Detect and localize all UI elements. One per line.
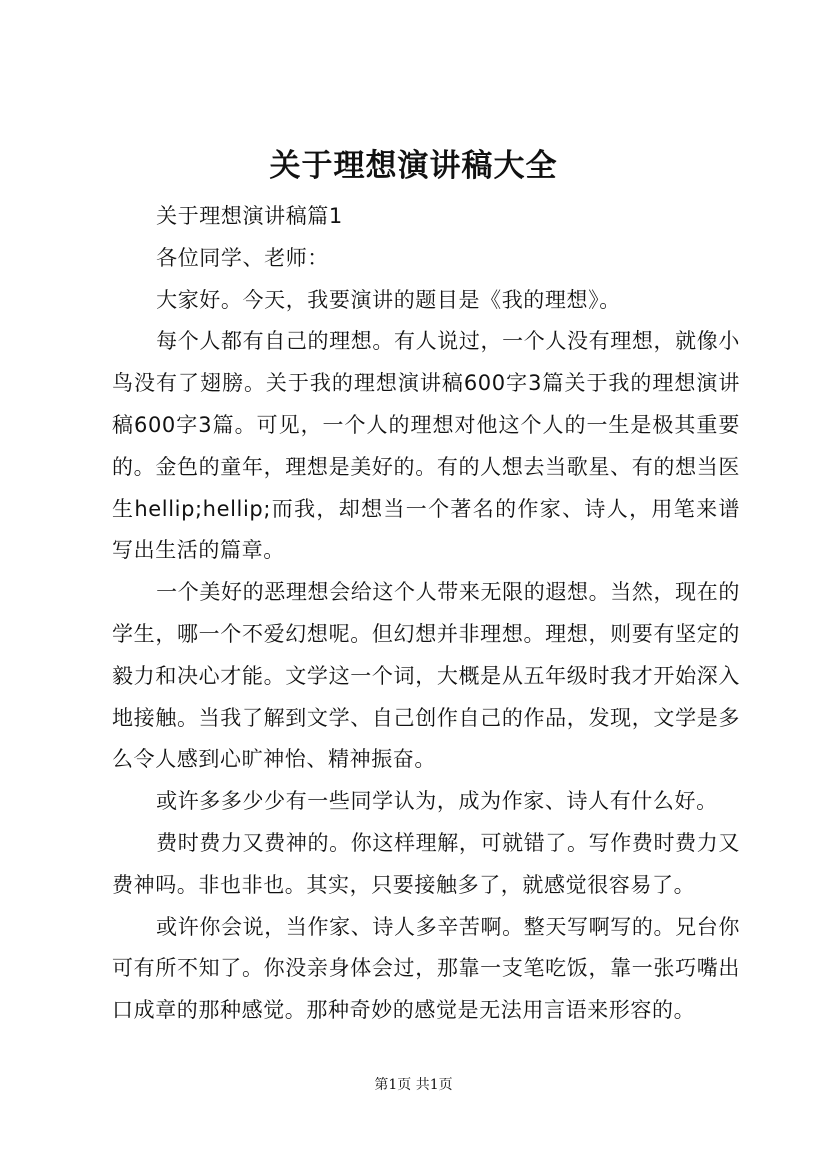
document-title: 关于理想演讲稿大全: [269, 148, 558, 184]
paragraph-intro: 大家好。今天，我要演讲的题目是《我的理想》。: [156, 287, 621, 312]
paragraph: 或许你会说，当作家、诗人多辛苦啊。整天写啊写的。兄台你可有所不知了。你没亲身体会过，那靠一支笔吃饭，靠一张巧嘴出口成章的那种感觉。那种奇妙的感觉是无法用言语来形容的。: [112, 914, 740, 1023]
paragraph: 费时费力又费神的。你这样理解，可就错了。写作费时费力又费神吗。非也非也。其实，只要接触多了，就感觉很容易了。: [112, 830, 740, 897]
paragraph: 每个人都有自己的理想。有人说过，一个人没有理想，就像小鸟没有了翅膀。关于我的理想演讲稿600字3篇关于我的理想演讲稿600字3篇。可见，一个人的理想对他这个人的一生是极其重要的。金色的童年，理想是美好的。有的人想去当歌星、有的想当医生hellip;hellip;而我，却想当一个著名的作家、诗人，用笔来谱写出生活的篇章。: [112, 329, 740, 563]
paragraph: 或许多多少少有一些同学认为，成为作家、诗人有什么好。: [156, 789, 718, 814]
document-body: [112, 196, 740, 1032]
page-number-footer: 第1页 共1页: [374, 1077, 453, 1093]
paragraph-greeting: 各位同学、老师：: [156, 245, 329, 270]
paragraph-heading: 关于理想演讲稿篇1: [156, 204, 343, 228]
paragraph: 一个美好的恶理想会给这个人带来无限的遐想。当然，现在的学生，哪一个不爱幻想呢。但幻想并非理想。理想，则要有坚定的毅力和决心才能。文学这一个词，大概是从五年级时我才开始深入地接触。当我了解到文学、自己创作自己的作品，发现，文学是多么令人感到心旷神怡、精神振奋。: [112, 580, 740, 772]
